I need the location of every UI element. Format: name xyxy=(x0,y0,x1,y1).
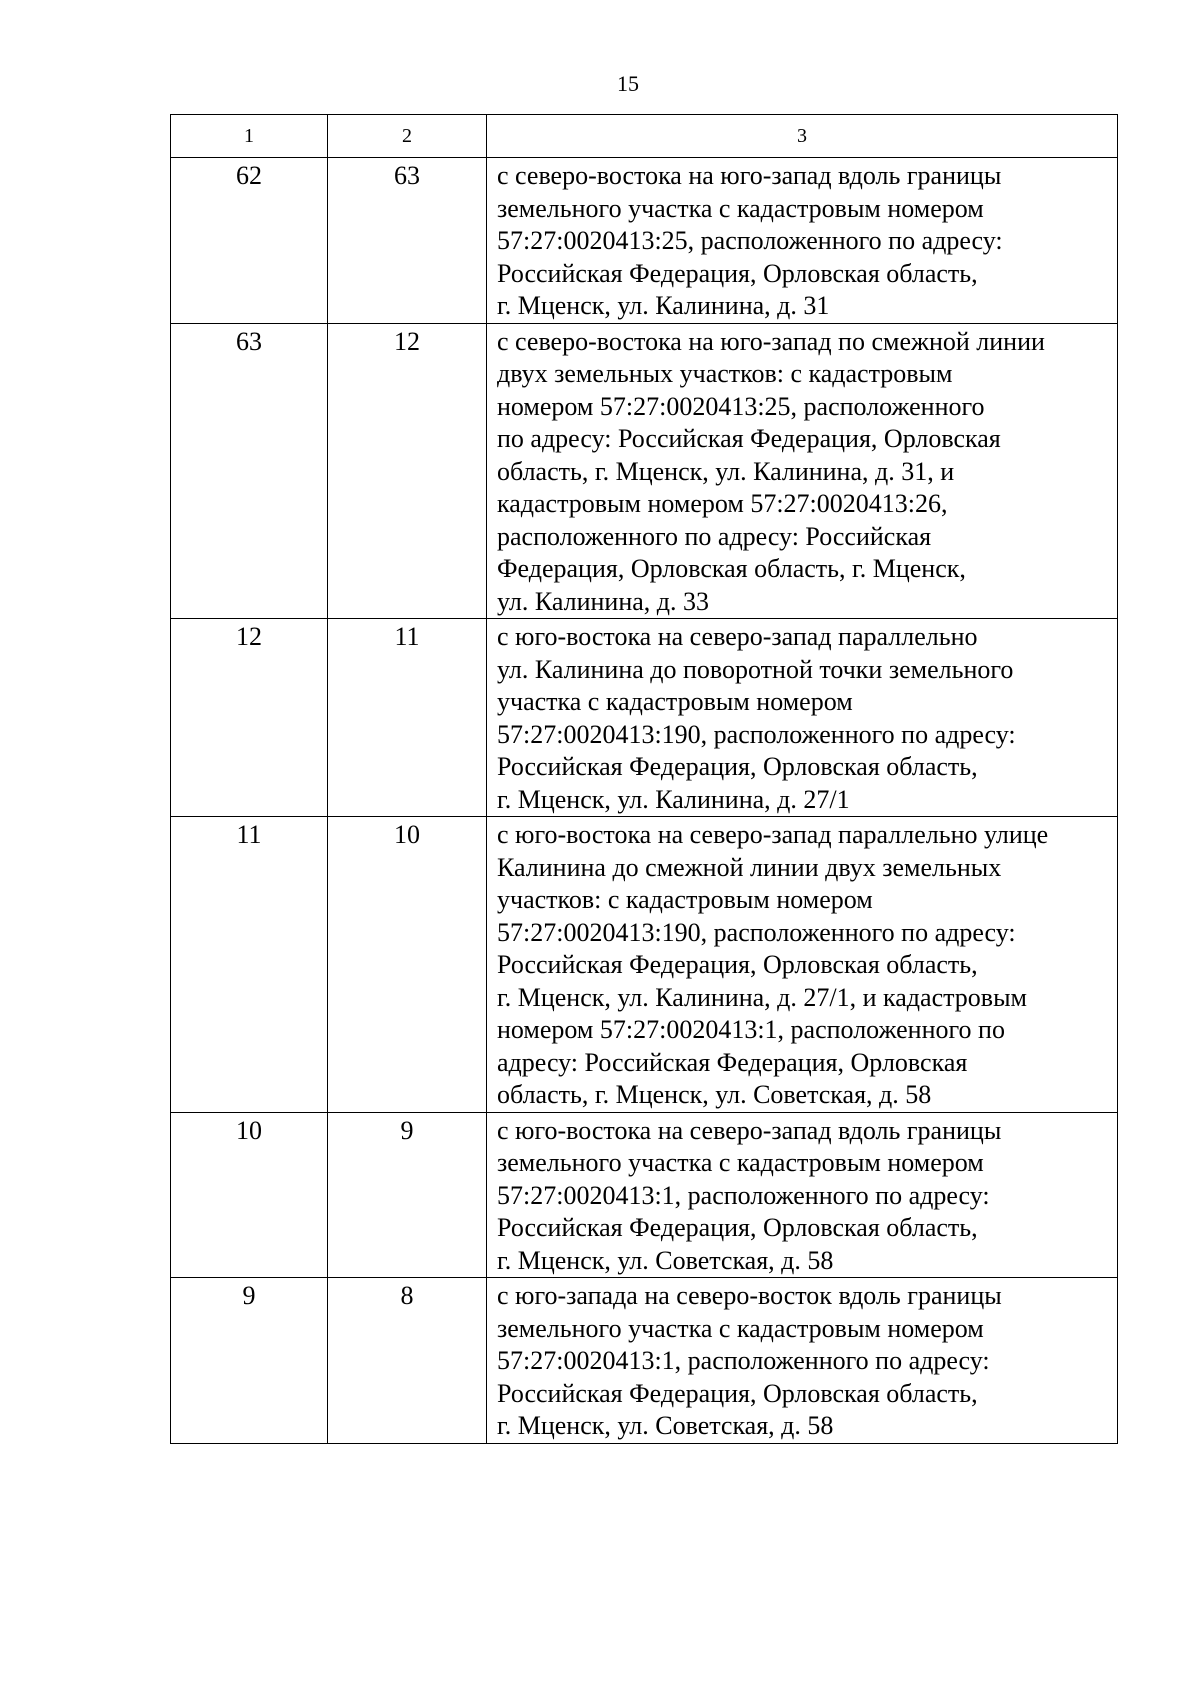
description-line: с юго-востока на северо-запад параллельно xyxy=(497,622,978,651)
description-line: земельного участка с кадастровым номером xyxy=(497,1148,984,1177)
description-line: Российская Федерация, Орловская область, xyxy=(497,950,978,979)
description-line: земельного участка с кадастровым номером xyxy=(497,193,984,223)
point-to-cell: 10 xyxy=(328,817,487,1113)
description-line: с юго-востока на северо-запад параллельно улице xyxy=(497,820,1049,849)
column-header-2: 2 xyxy=(328,115,487,158)
description-line: Российская Федерация, Орловская область, xyxy=(497,752,978,781)
description-line: земельного участка с кадастровым номером xyxy=(497,1313,984,1343)
table-row xyxy=(171,323,1118,619)
description-line: номером 57:27:0020413:1, расположенного по xyxy=(497,1015,1005,1044)
point-from-cell: 63 xyxy=(171,323,328,619)
description-line: Федерация, Орловская область, г. Мценск, xyxy=(497,554,966,583)
description-line: с северо-востока на юго-запад вдоль границы xyxy=(497,161,1002,190)
description-line: 57:27:0020413:1, расположенного по адресу: xyxy=(497,1180,990,1210)
table-header-row xyxy=(171,115,1118,158)
point-from-cell: 11 xyxy=(171,817,328,1113)
description-line: адресу: Российская Федерация, Орловская xyxy=(497,1047,968,1077)
point-to-cell: 12 xyxy=(328,323,487,619)
point-from-cell: 62 xyxy=(171,158,328,324)
description-line: Российская Федерация, Орловская область, xyxy=(497,1213,978,1242)
boundary-description-cell xyxy=(487,158,1118,324)
description-line: г. Мценск, ул. Калинина, д. 27/1, и кадастровым xyxy=(497,982,1027,1012)
boundary-description-cell xyxy=(487,1112,1118,1278)
description-line: двух земельных участков: с кадастровым xyxy=(497,359,953,388)
table-row xyxy=(171,1112,1118,1278)
table-body xyxy=(171,158,1118,1444)
column-header-1: 1 xyxy=(171,115,328,158)
table-row xyxy=(171,158,1118,324)
point-to-cell: 9 xyxy=(328,1112,487,1278)
point-to-cell: 8 xyxy=(328,1278,487,1444)
boundary-description-cell xyxy=(487,1278,1118,1444)
description-line: по адресу: Российская Федерация, Орловская xyxy=(497,424,1001,453)
description-line: расположенного по адресу: Российская xyxy=(497,521,932,551)
boundary-description-cell xyxy=(487,323,1118,619)
description-line: г. Мценск, ул. Советская, д. 58 xyxy=(497,1411,834,1440)
description-line: 57:27:0020413:25, расположенного по адресу: xyxy=(497,226,1003,255)
description-line: номером 57:27:0020413:25, расположенного xyxy=(497,391,985,421)
description-line: с юго-востока на северо-запад вдоль границы xyxy=(497,1115,1002,1145)
point-to-cell: 11 xyxy=(328,619,487,817)
description-line: г. Мценск, ул. Советская, д. 58 xyxy=(497,1245,834,1275)
description-line: участков: с кадастровым номером xyxy=(497,885,873,914)
description-line: ул. Калинина до поворотной точки земельного xyxy=(497,654,1014,684)
description-line: ул. Калинина, д. 33 xyxy=(497,586,709,616)
point-from-cell: 9 xyxy=(171,1278,328,1444)
point-from-cell: 12 xyxy=(171,619,328,817)
description-line: г. Мценск, ул. Калинина, д. 31 xyxy=(497,291,830,320)
description-line: Российская Федерация, Орловская область, xyxy=(497,1378,978,1408)
description-line: кадастровым номером 57:27:0020413:26, xyxy=(497,489,948,518)
description-line: область, г. Мценск, ул. Советская, д. 58 xyxy=(497,1080,932,1109)
description-line: участка с кадастровым номером xyxy=(497,687,853,716)
description-line: 57:27:0020413:190, расположенного по адресу: xyxy=(497,917,1016,947)
description-line: область, г. Мценск, ул. Калинина, д. 31, и xyxy=(497,456,955,486)
table-row xyxy=(171,619,1118,817)
description-line: 57:27:0020413:190, расположенного по адресу: xyxy=(497,719,1016,749)
point-to-cell: 63 xyxy=(328,158,487,324)
table-row xyxy=(171,817,1118,1113)
description-line: Российская Федерация, Орловская область, xyxy=(497,258,978,288)
table-header xyxy=(171,115,1118,158)
table-row xyxy=(171,1278,1118,1444)
description-line: 57:27:0020413:1, расположенного по адресу: xyxy=(497,1346,990,1375)
boundary-description-table xyxy=(170,114,1118,1444)
boundary-description-cell xyxy=(487,619,1118,817)
description-line: с юго-запада на северо-восток вдоль границы xyxy=(497,1281,1002,1310)
description-line: г. Мценск, ул. Калинина, д. 27/1 xyxy=(497,784,850,814)
description-line: Калинина до смежной линии двух земельных xyxy=(497,852,1002,882)
page-number: 15 xyxy=(617,71,639,96)
point-from-cell: 10 xyxy=(171,1112,328,1278)
boundary-description-cell xyxy=(487,817,1118,1113)
column-header-3: 3 xyxy=(487,115,1118,158)
description-line: с северо-востока на юго-запад по смежной линии xyxy=(497,326,1045,356)
